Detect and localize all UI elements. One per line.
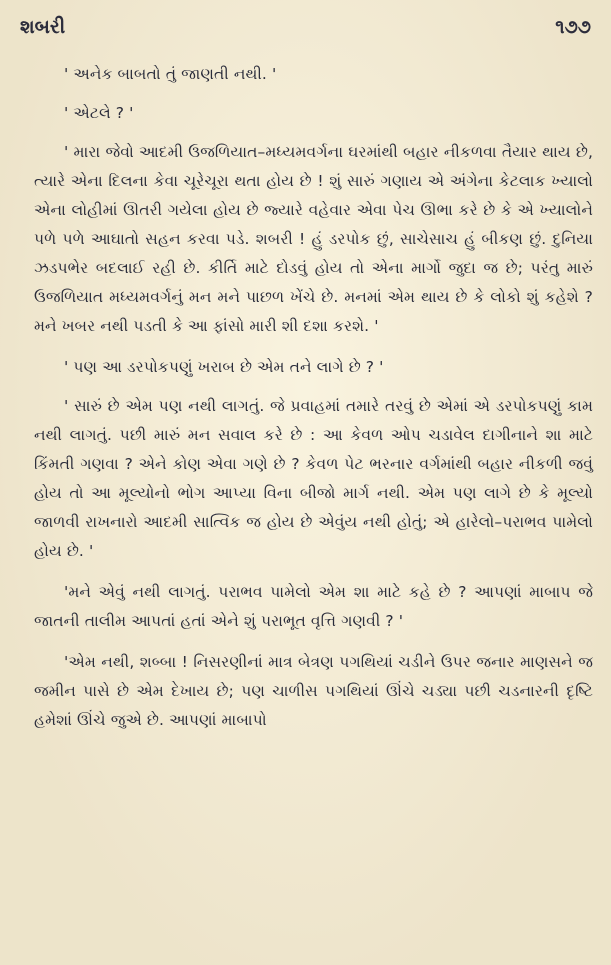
- paragraph: 'મને એવું નથી લાગતું. પરાભવ પામેલો એમ શા માટે કહે છે ? આપણાં માબાપ જે જાતની તાલીમ આપતાં હતાં એને શું પરાભૂત વૃત્તિ ગણવી ? ': [34, 583, 593, 630]
- paragraph: ' સારું છે એમ પણ નથી લાગતું. જે પ્રવાહમાં તમારે તરવું છે એમાં એ ડરપોકપણું કામ નથી લાગતું. પછી મારું મન સવાલ કરે છે : આ કેવળ ઓપ ચડાવેલ દાગીનાને શા માટે કિંમતી ગણવા ? એને કોણ એવા ગણે છે ? કેવળ પેટ ભરનાર વર્ગમાંથી બહાર નીકળી જવું હોય તો આ મૂલ્યોનો ભોગ આપ્યા વિના બીજો માર્ગ નથી. એમ પણ લાગે છે કે મૂલ્યો જાળવી રાખનારો આદમી સાત્વિક જ હોય છે એવુંય નથી હોતું; એ હારેલો–પરાભવ પામેલો હોય છે. ': [34, 397, 593, 560]
- paragraph: ' પણ આ ડરપોકપણું ખરાબ છે એમ તને લાગે છે ? ': [64, 358, 384, 376]
- running-head: [20, 16, 591, 46]
- paragraph: ' અનેક બાબતો તું જાણતી નથી. ': [64, 65, 277, 83]
- body-text: [34, 60, 593, 955]
- page-number: ૧૭૭: [555, 16, 591, 38]
- paragraph: ' એટલે ? ': [64, 104, 134, 122]
- running-title: શબરી: [20, 16, 66, 38]
- paragraph: ' મારા જેવો આદમી ઉજળિયાત–મધ્યમવર્ગના ઘરમાંથી બહાર નીકળવા તૈયાર થાય છે, ત્યારે એના દિલના કેવા ચૂરેચૂરા થતા હોય છે ! શું સારું ગણાય એ અંગેના કેટલાક ખ્યાલો એના લોહીમાં ઊતરી ગયેલા હોય છે જ્યારે વહેવાર એવા પેચ ઊભા કરે છે કે એ ખ્યાલોને પળે પળે આઘાતો સહન કરવા પડે. શબરી ! હું ડરપોક છું, સાચેસાચ હું બીકણ છું. દુનિયા ઝડપભેર બદલાઈ રહી છે. કીર્તિ માટે દોડવું હોય તો એના માર્ગો જુદા જ છે; પરંતુ મારું ઉજળિયાત મધ્યમવર્ગનું મન મને પાછળ ખેંચે છે. મનમાં એમ થાય છે કે લોકો શું કહેશે ? મને ખબર નથી પડતી કે આ ફાંસો મારી શી દશા કરશે. ': [34, 143, 593, 335]
- paragraph: 'એમ નથી, શબ્બા ! નિસરણીનાં માત્ર બેત્રણ પગથિયાં ચડીને ઉપર જનાર માણસને જ જમીન પાસે છે એમ દેખાય છે; પણ ચાળીસ પગથિયાં ઊંચે ચડ્યા પછી ચડનારની દૃષ્ટિ હમેશાં ઊંચે જુએ છે. આપણાં માબાપો: [34, 653, 593, 729]
